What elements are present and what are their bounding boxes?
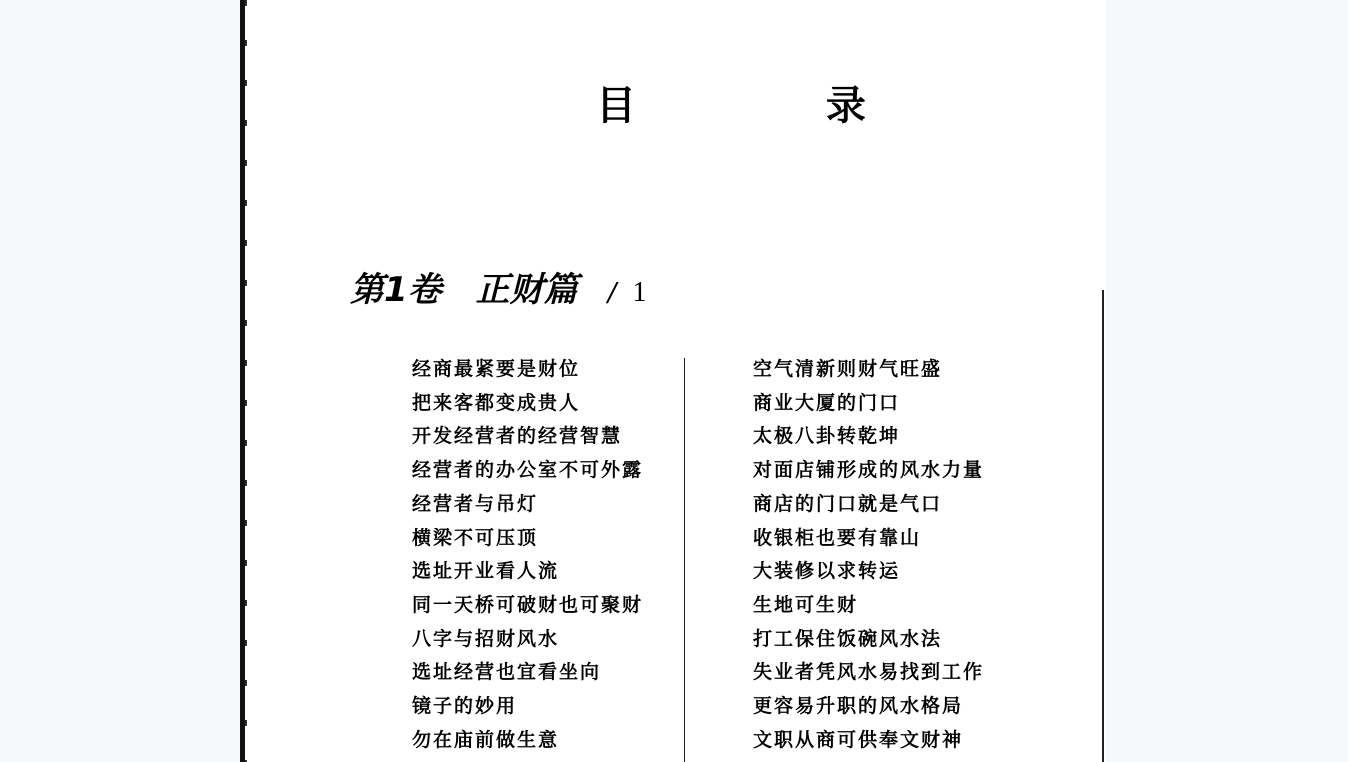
toc-entry[interactable]: 勿在庙前做生意 bbox=[412, 728, 560, 751]
toc-entry[interactable]: 横梁不可压顶 bbox=[412, 526, 539, 549]
scan-left-edge bbox=[240, 0, 245, 762]
toc-entry[interactable]: 更容易升职的风水格局 bbox=[753, 695, 964, 718]
volume-heading bbox=[350, 262, 646, 311]
toc-entry[interactable]: 开发经营者的经营智慧 bbox=[412, 425, 623, 448]
toc-entry[interactable]: 大装修以求转运 bbox=[753, 560, 901, 583]
toc-entry[interactable]: 经商最紧要是财位 bbox=[412, 358, 581, 380]
toc-entry[interactable]: 选址经营也宜看坐向 bbox=[412, 661, 602, 684]
column-divider bbox=[684, 358, 685, 762]
toc-entry[interactable]: 经营者与吊灯 bbox=[412, 492, 539, 515]
toc-entry[interactable]: 八字与招财风水 bbox=[412, 627, 560, 650]
toc-left-column bbox=[412, 353, 643, 757]
toc-entry[interactable]: 空气清新则财气旺盛 bbox=[753, 358, 943, 380]
scan-right-edge bbox=[1102, 290, 1104, 762]
toc-right-column bbox=[753, 353, 984, 757]
document-page bbox=[240, 0, 1106, 762]
toc-entry[interactable]: 文职从商可供奉文财神 bbox=[753, 728, 964, 751]
toc-entry[interactable]: 商店的门口就是气口 bbox=[753, 492, 943, 515]
volume-label: 第1卷 正财篇 bbox=[350, 270, 578, 310]
toc-entry[interactable]: 打工保住饭碗风水法 bbox=[753, 627, 943, 650]
toc-entry[interactable]: 失业者凭风水易找到工作 bbox=[753, 661, 985, 684]
toc-entry[interactable]: 镜子的妙用 bbox=[412, 695, 518, 718]
toc-entry[interactable]: 把来客都变成贵人 bbox=[412, 391, 581, 414]
toc-entry[interactable]: 收银柜也要有靠山 bbox=[753, 526, 922, 549]
toc-entry[interactable]: 选址开业看人流 bbox=[412, 560, 560, 583]
toc-entry[interactable]: 商业大厦的门口 bbox=[753, 391, 901, 414]
toc-entry[interactable]: 对面店铺形成的风水力量 bbox=[753, 459, 985, 482]
volume-separator: / bbox=[607, 278, 617, 308]
toc-title: 目 录 bbox=[596, 82, 954, 129]
volume-page-number: 1 bbox=[632, 277, 647, 308]
toc-entry[interactable]: 太极八卦转乾坤 bbox=[753, 425, 901, 448]
toc-entry[interactable]: 生地可生财 bbox=[753, 593, 859, 616]
toc-entry[interactable]: 经营者的办公室不可外露 bbox=[412, 459, 644, 482]
toc-entry[interactable]: 同一天桥可破财也可聚财 bbox=[412, 593, 644, 616]
